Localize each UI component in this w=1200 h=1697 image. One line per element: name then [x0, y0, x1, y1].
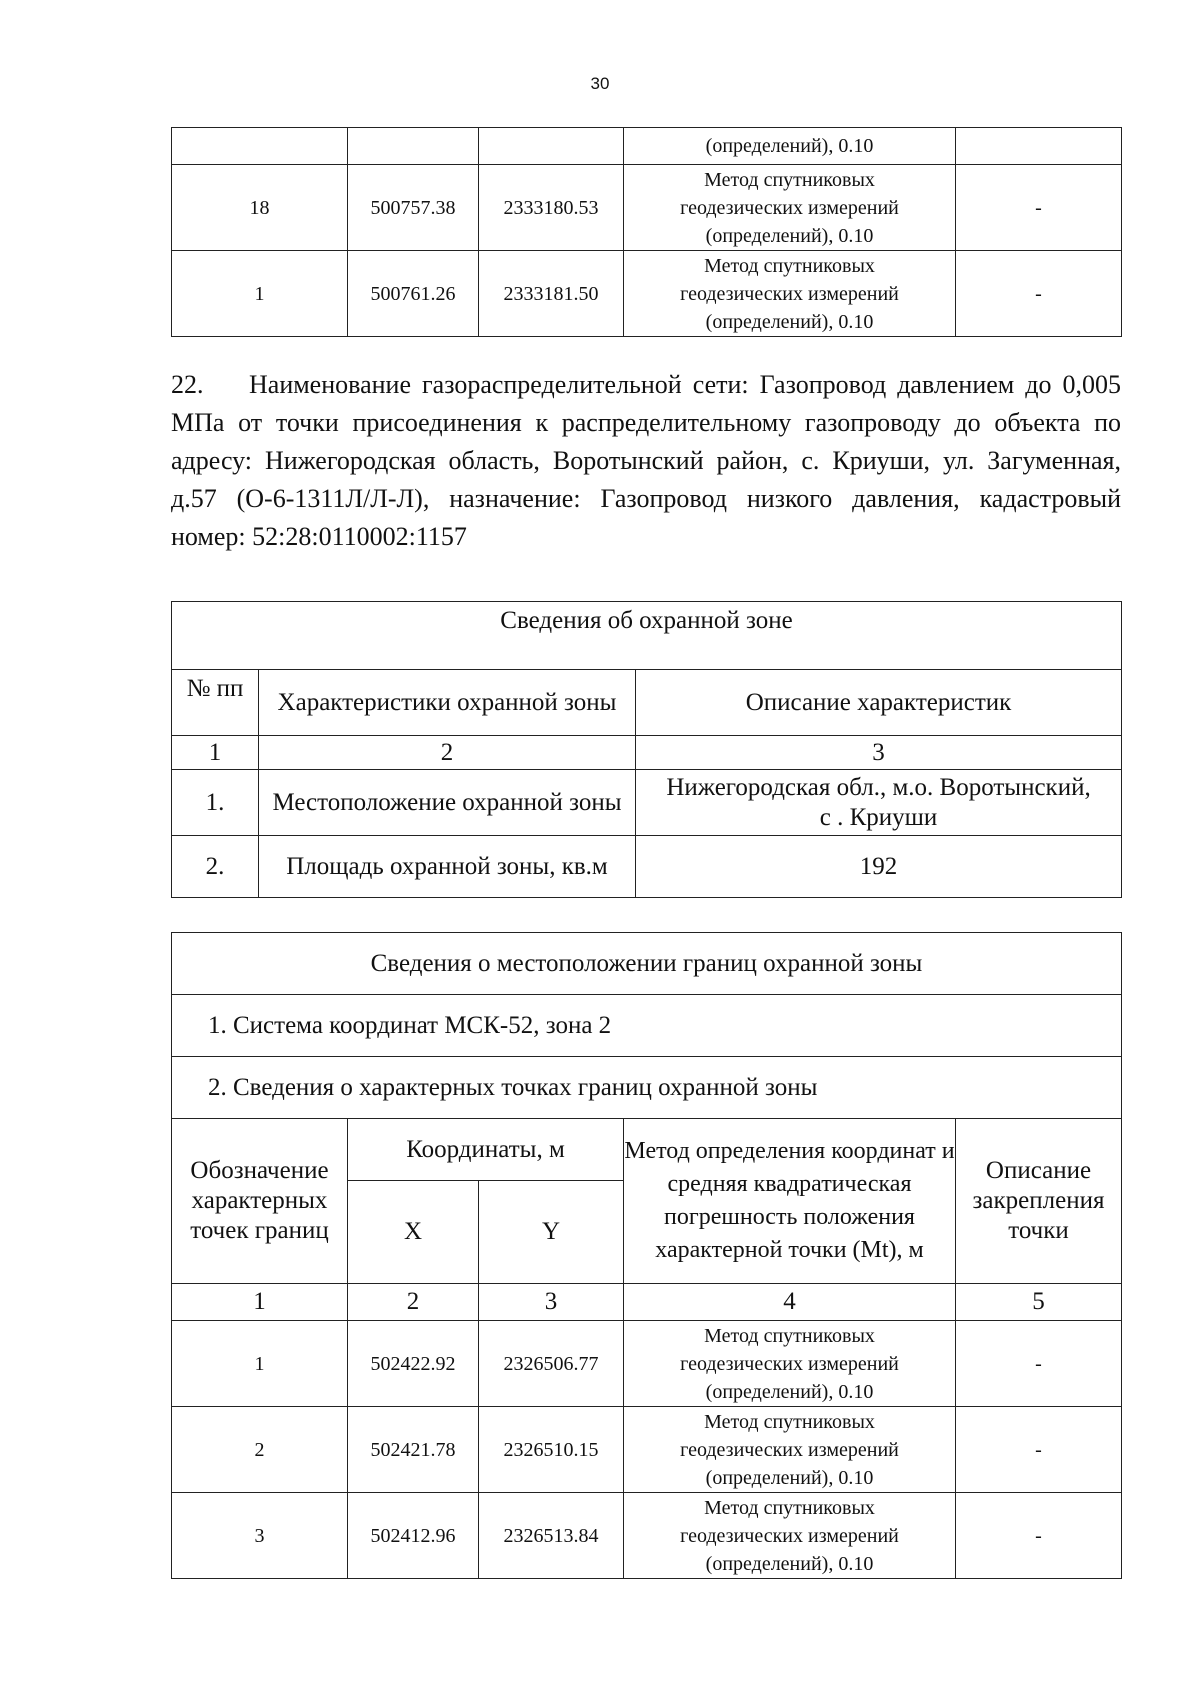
cell-x: 500757.38	[348, 165, 479, 251]
cell-desc: -	[956, 1493, 1122, 1579]
cell-method	[624, 1493, 956, 1579]
method-line: Метод спутниковых	[704, 1496, 875, 1519]
cell-method	[624, 1407, 956, 1493]
col-number: 2	[348, 1284, 479, 1321]
cell-y: 2333180.53	[479, 165, 624, 251]
method-line: (определений), 0.10	[705, 1466, 874, 1489]
cell-y: 2333181.50	[479, 251, 624, 337]
method-line: геодезических измерений	[680, 282, 899, 305]
col-number: 2	[259, 736, 636, 770]
coordinate-system-row	[172, 995, 1122, 1057]
method-line: (определений), 0.10	[705, 310, 874, 333]
header-fixing: Описание закрепления точки	[956, 1119, 1122, 1284]
cell-id: 1	[172, 251, 348, 337]
cell-x: 500761.26	[348, 251, 479, 337]
paragraph-text: Наименование газораспределительной сети: Газопровод давлением до 0,005 МПа от точки присоединения к распределительному газопроводу до объекта по адресу: Нижегородская область, Воротынский район, с. Криуши, ул. Загуменная, д.57 (О-6-1311Л/Л-Л), назначение: Газопровод низкого давления, кадастровый номер: 52:28:0110002:1157	[171, 370, 1121, 551]
col-number: 4	[624, 1284, 956, 1321]
cell-y: 2326510.15	[479, 1407, 624, 1493]
row-num: 1.	[172, 770, 259, 836]
header-y: Y	[479, 1181, 624, 1284]
cell-desc: -	[956, 165, 1122, 251]
cell-method: (определений), 0.10	[624, 128, 956, 165]
cell-x: 502412.96	[348, 1493, 479, 1579]
col-number: 5	[956, 1284, 1122, 1321]
table-row	[172, 836, 1122, 898]
row-num: 2.	[172, 836, 259, 898]
table-row	[172, 251, 1122, 337]
table-row	[172, 165, 1122, 251]
table-row	[172, 128, 1122, 165]
col-number: 3	[479, 1284, 624, 1321]
table-header-row	[172, 670, 1122, 736]
method-line: геодезических измерений	[680, 196, 899, 219]
header-x: X	[348, 1181, 479, 1284]
method-line: Метод спутниковых	[704, 1410, 875, 1433]
cell-desc: -	[956, 251, 1122, 337]
column-number-row	[172, 736, 1122, 770]
row-characteristic: Площадь охранной зоны, кв.м	[259, 836, 636, 898]
page-number: 30	[590, 74, 610, 93]
points-title-row	[172, 1057, 1122, 1119]
table-title: Сведения о местоположении границ охранной зоны	[172, 933, 1122, 995]
cell-x: 502421.78	[348, 1407, 479, 1493]
column-number-row	[172, 1284, 1122, 1321]
table-title-row	[172, 933, 1122, 995]
top-coordinates-table	[171, 127, 1122, 337]
col-number: 1	[172, 736, 259, 770]
boundary-table	[171, 932, 1122, 1579]
description-line: с . Криуши	[819, 803, 938, 831]
cell-y: 2326513.84	[479, 1493, 624, 1579]
cell-id: 1	[172, 1321, 348, 1407]
cell-desc: -	[956, 1321, 1122, 1407]
method-line: геодезических измерений	[680, 1352, 899, 1375]
network-description-paragraph	[171, 366, 1121, 556]
method-line: (определений), 0.10	[705, 1380, 874, 1403]
coordinate-system: 1. Система координат МСК-52, зона 2	[172, 995, 1122, 1057]
cell-method	[624, 1321, 956, 1407]
cell-id: 18	[172, 165, 348, 251]
cell-desc	[956, 128, 1122, 165]
method-line: Метод спутниковых	[704, 1324, 875, 1347]
cell-y: 2326506.77	[479, 1321, 624, 1407]
cell-x: 502422.92	[348, 1321, 479, 1407]
cell-id: 3	[172, 1493, 348, 1579]
table-title: Сведения об охранной зоне	[172, 602, 1122, 670]
row-characteristic: Местоположение охранной зоны	[259, 770, 636, 836]
cell-id	[172, 128, 348, 165]
header-designation: Обозначение характерных точек границ	[172, 1119, 348, 1284]
cell-x	[348, 128, 479, 165]
paragraph-number: 22.	[171, 370, 204, 399]
header-num: № пп	[172, 670, 259, 736]
method-line: Метод спутниковых	[704, 168, 875, 191]
cell-method	[624, 251, 956, 337]
method-line: геодезических измерений	[680, 1524, 899, 1547]
description-line: Нижегородская обл., м.о. Воротынский,	[666, 773, 1091, 801]
cell-id: 2	[172, 1407, 348, 1493]
row-description	[636, 770, 1122, 836]
header-coordinates: Координаты, м	[348, 1119, 624, 1181]
cell-method	[624, 165, 956, 251]
header-description: Описание характеристик	[636, 670, 1122, 736]
protection-zone-table	[171, 601, 1122, 898]
table-title-row	[172, 602, 1122, 670]
col-number: 3	[636, 736, 1122, 770]
table-row	[172, 1493, 1122, 1579]
header-characteristics: Характеристики охранной зоны	[259, 670, 636, 736]
points-title: 2. Сведения о характерных точках границ охранной зоны	[172, 1057, 1122, 1119]
header-method: Метод определения координат и средняя квадратическая погрешность положения характерной точки (Mt), м	[624, 1119, 956, 1284]
cell-desc: -	[956, 1407, 1122, 1493]
table-row	[172, 1407, 1122, 1493]
method-line: Метод спутниковых	[704, 254, 875, 277]
method-line: (определений), 0.10	[705, 1552, 874, 1575]
table-header-row	[172, 1119, 1122, 1181]
method-line: геодезических измерений	[680, 1438, 899, 1461]
table-row	[172, 770, 1122, 836]
row-description: 192	[636, 836, 1122, 898]
col-number: 1	[172, 1284, 348, 1321]
table-row	[172, 1321, 1122, 1407]
cell-y	[479, 128, 624, 165]
method-line: (определений), 0.10	[705, 224, 874, 247]
